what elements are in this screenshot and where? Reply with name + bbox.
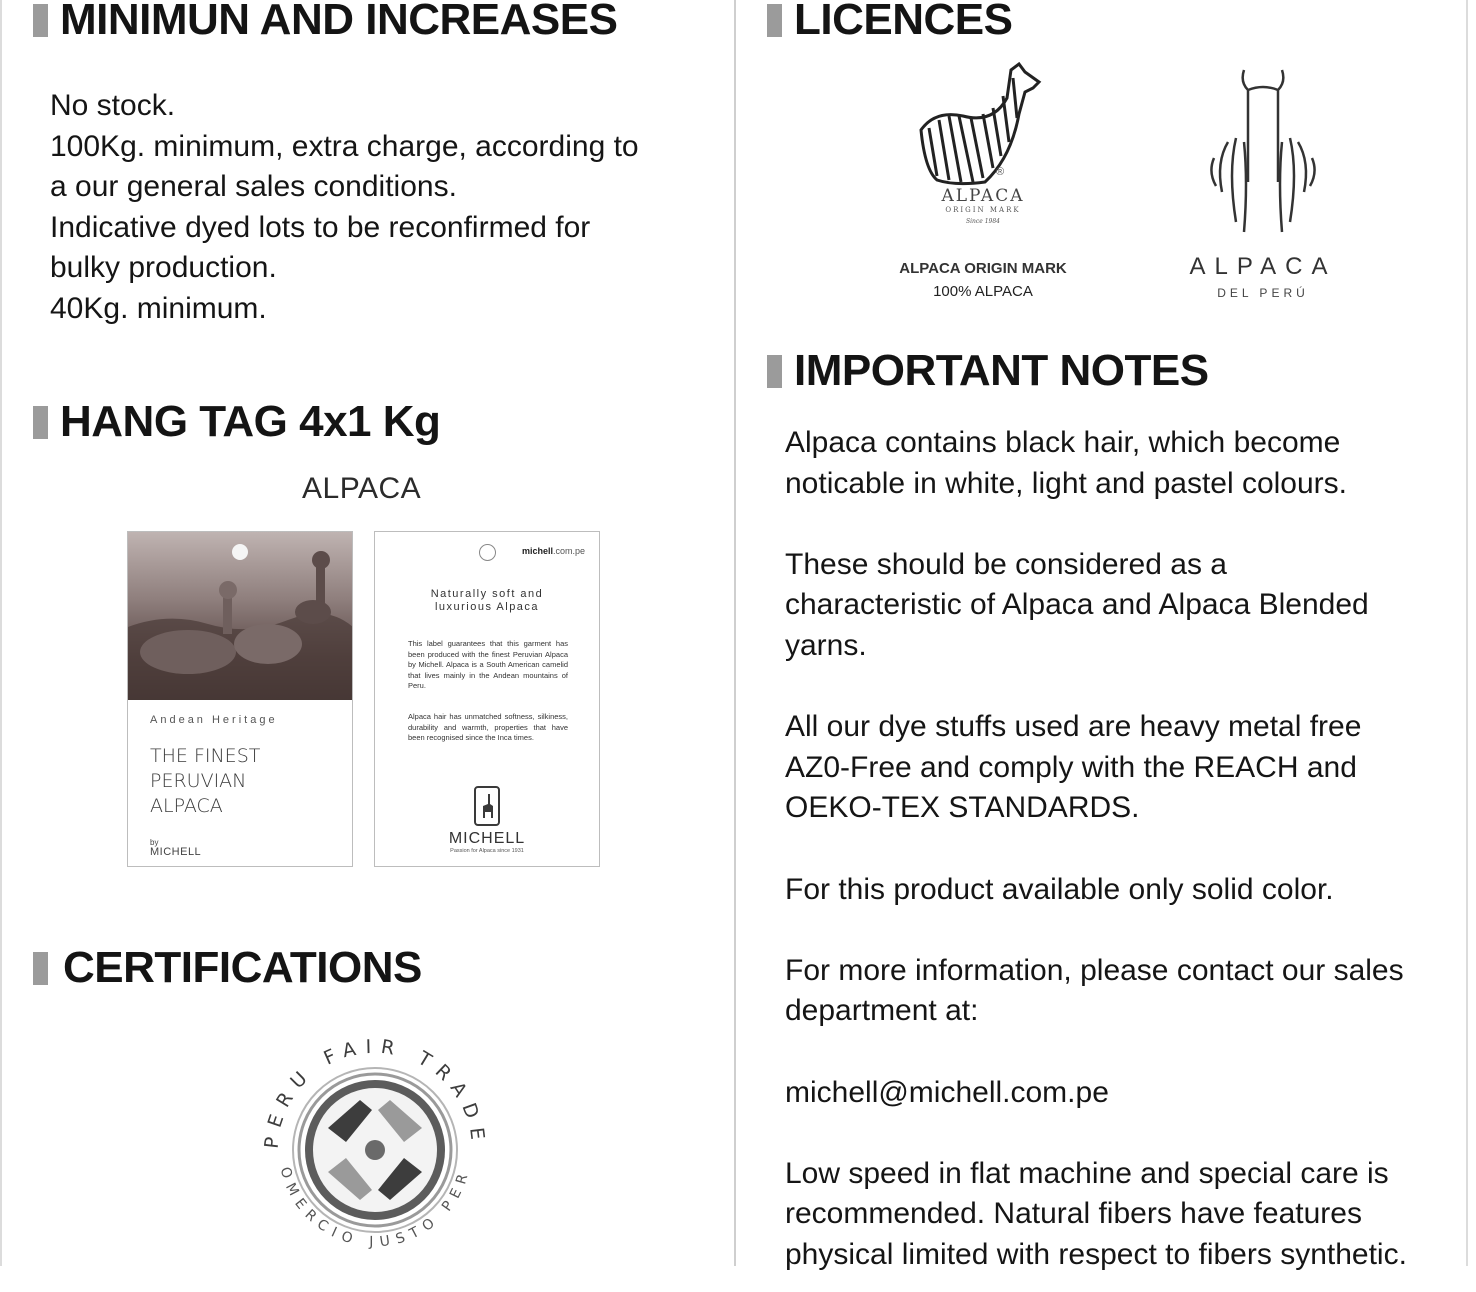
origin-mark-caption-text: 100% ALPACA — [933, 283, 1033, 300]
minimum-title: MINIMUN AND INCREASES — [60, 0, 618, 44]
sales-email: michell@michell.com.pe — [785, 1075, 1109, 1109]
minimum-line: 100Kg. minimum, extra charge, according to — [50, 129, 639, 163]
tag-headline-line: luxurious Alpaca — [434, 601, 540, 613]
hang-tag-front — [127, 531, 353, 867]
notes-line: characteristic of Alpaca and Alpaca Blended — [785, 588, 1369, 622]
registered-mark: ® — [996, 166, 1005, 178]
heading-bar — [767, 355, 782, 388]
tag-finest-line: ALPACA — [150, 795, 223, 817]
del-peru-sub: DEL PERÚ — [1217, 286, 1309, 300]
important-notes-heading — [767, 346, 1209, 396]
origin-logo-sub: ORIGIN MARK — [945, 206, 1021, 214]
notes-line: All our dye stuffs used are heavy metal free — [785, 710, 1362, 744]
notes-line: recommended. Natural fibers have features — [785, 1197, 1362, 1231]
tag-by: by — [150, 838, 159, 847]
licences-heading — [767, 0, 1012, 45]
tag-hole — [479, 544, 496, 561]
alpaca-del-peru-logo — [1178, 62, 1348, 307]
hang-tag-label: ALPACA — [302, 472, 422, 505]
origin-mark-caption — [880, 260, 1086, 300]
minimum-line: No stock. — [50, 89, 176, 122]
certifications-title: CERTIFICATIONS — [63, 943, 422, 992]
notes-line: For more information, please contact our sales — [785, 953, 1404, 987]
alpaca-photo — [128, 532, 352, 700]
tag-heritage: Andean Heritage — [150, 714, 278, 726]
minimum-line: Indicative dyed lots to be reconfirmed for — [50, 210, 591, 244]
fair-trade-seal — [250, 1030, 500, 1270]
tag-headline-line: Naturally soft and — [430, 588, 544, 600]
notes-line: AZ0-Free and comply with the REACH and — [785, 750, 1357, 784]
column-divider — [734, 0, 736, 1266]
minimum-line: a our general sales conditions. — [50, 170, 457, 204]
heading-bar — [33, 952, 48, 985]
important-notes-title: IMPORTANT NOTES — [794, 346, 1209, 395]
tag-finest-line: PERUVIAN — [150, 770, 247, 792]
tag-paragraph-1: This label guarantees that this garment has been produced with the finest Peruvian Alpaca by Michell. Alpaca is a South American camelid that lives mainly in the Andean mountains of Peru. — [408, 639, 568, 690]
origin-logo-word: ALPACA — [941, 186, 1025, 206]
notes-line: OEKO-TEX STANDARDS. — [785, 791, 1140, 825]
tag-headline — [375, 588, 599, 614]
hang-tag-heading — [33, 397, 440, 447]
tag-tagline: Passion for Alpaca since 1931 — [450, 848, 524, 854]
certifications-heading — [33, 943, 422, 993]
licences-title: LICENCES — [794, 0, 1013, 44]
notes-line: yarns. — [785, 628, 867, 662]
notes-line: Low speed in flat machine and special care is — [785, 1156, 1389, 1190]
right-edge-line — [1466, 0, 1468, 1266]
notes-line: Alpaca contains black hair, which become — [785, 426, 1341, 459]
fair-trade-seal-graphic — [250, 1030, 500, 1270]
left-edge-line — [0, 0, 2, 1266]
origin-logo-since: Since 1984 — [966, 218, 1000, 225]
minimum-line: 40Kg. minimum. — [50, 291, 267, 325]
alpaca-line-icon — [1178, 62, 1348, 237]
tag-finest-line: THE FINEST — [150, 745, 261, 767]
notes-line: These should be considered as a — [785, 547, 1227, 581]
tag-paragraph-2: Alpaca hair has unmatched softness, silkiness, durability and warmth, properties that have been recognised since the Inca times. — [408, 712, 568, 742]
minimum-line: bulky production. — [50, 251, 277, 285]
seal-bottom-text: OMERCIO JUSTO PER — [276, 1165, 474, 1251]
hang-tag-back — [374, 531, 600, 867]
minimum-text — [50, 86, 639, 330]
notes-line: noticable in white, light and pastel colours. — [785, 466, 1348, 500]
hang-tag-title: HANG TAG 4x1 Kg — [60, 397, 441, 446]
notes-line: department at: — [785, 994, 979, 1028]
heading-bar — [33, 4, 48, 37]
alpaca-landscape-image — [128, 532, 353, 700]
tag-back-brand: MICHELL — [448, 830, 526, 847]
alpaca-silhouette-icon — [476, 788, 498, 824]
heading-bar — [33, 406, 48, 439]
del-peru-word: ALPACA — [1189, 253, 1337, 280]
tag-site-domain: .com.pe — [552, 546, 585, 556]
heading-bar — [767, 4, 782, 37]
notes-line: For this product available only solid color. — [785, 872, 1334, 906]
tag-site-brand: michell — [521, 546, 553, 556]
origin-mark-caption-bold: ALPACA ORIGIN MARK — [899, 260, 1067, 277]
tag-site — [522, 546, 585, 556]
seal-top-text: PERU FAIR TRADE — [260, 1035, 490, 1150]
tag-front-brand: MICHELL — [150, 846, 202, 858]
notes-line: physical limited with respect to fibers synthetic. — [785, 1237, 1407, 1271]
michell-alpaca-icon — [474, 786, 500, 826]
important-notes-text — [785, 423, 1407, 1275]
tag-finest — [150, 744, 260, 819]
alpaca-origin-mark-logo — [915, 58, 1051, 233]
minimum-heading — [33, 0, 617, 45]
